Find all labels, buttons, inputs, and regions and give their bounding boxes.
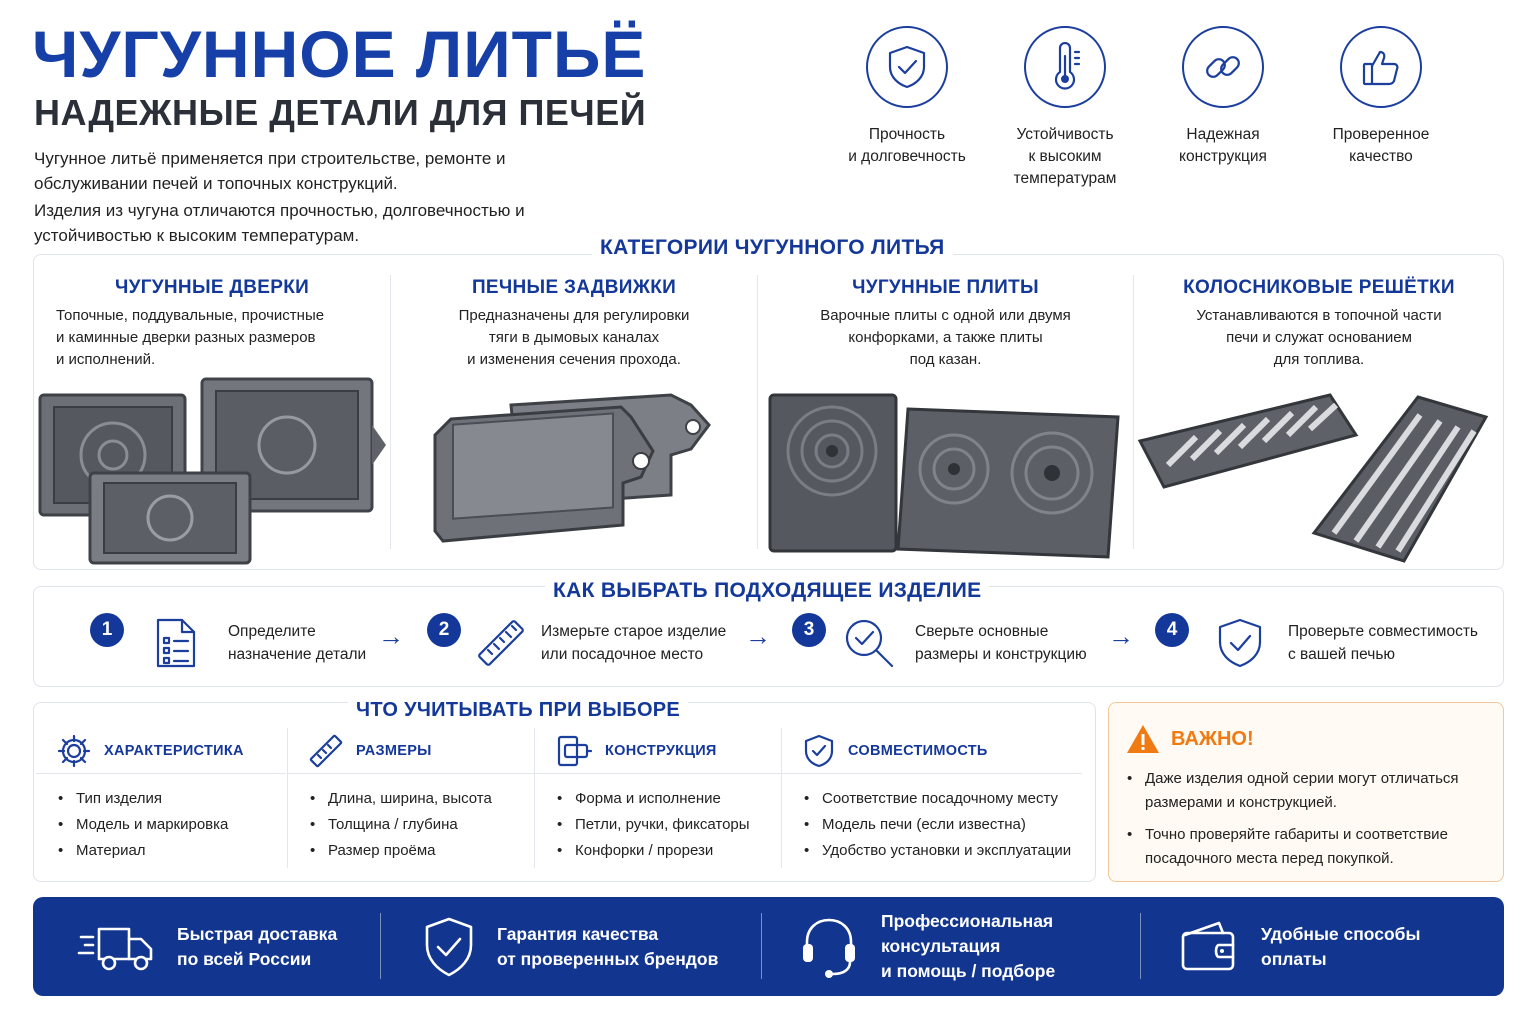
grates-image [1134,365,1504,565]
step-text: Определите назначение детали [228,623,367,663]
feature-reliable [1148,26,1298,168]
construction-icon [555,733,593,769]
stove-dampers-image [391,365,757,565]
steps-title: КАК ВЫБРАТЬ ПОДХОДЯЩЕЕ ИЗДЕЛИЕ [545,579,989,603]
list-item: • Соответствие посадочному месту [804,786,1082,812]
benefit-text: Гарантия качества от проверенных брендов [497,923,719,969]
arrow-right-icon: → [378,621,404,651]
benefit-consultation [797,897,1055,996]
thumbs-up-icon [1340,26,1422,108]
step-text: Проверьте совместимость с вашей печью [1288,623,1478,663]
category-grates[interactable] [1134,255,1504,569]
step-number: 2 [427,613,461,647]
shield-check-icon [421,915,477,979]
list-item: • Форма и исполнение [557,786,781,812]
chain-link-icon [1182,26,1264,108]
shield-check-icon [866,26,948,108]
categories-panel [33,254,1504,570]
shield-check-icon [1214,616,1266,670]
category-description: Топочные, поддувальные, прочистные и каминные дверки разных размеров и исполнений. [56,307,325,368]
truck-icon [77,917,157,977]
wallet-icon [1179,919,1239,975]
document-list-icon [150,616,200,670]
consider-column-dimensions [288,728,534,864]
important-notice [1108,702,1504,882]
category-title: ЧУГУННЫЕ ПЛИТЫ [852,277,1039,298]
column-heading: СОВМЕСТИМОСТЬ [848,742,988,759]
category-doors[interactable] [34,255,390,569]
benefit-text: Профессиональная консультация и помощь / подборе [881,911,1056,981]
arrow-right-icon: → [1108,621,1134,651]
feature-label: Надежная конструкция [1179,126,1267,165]
step-text: Измерьте старое изделие или посадочное место [541,623,727,663]
benefit-text: Быстрая доставка по всей России [177,923,338,969]
list-item: • Толщина / глубина [310,812,534,838]
list-item: • Конфорки / прорези [557,838,781,864]
category-plates[interactable] [758,255,1133,569]
consider-column-characteristics [36,728,286,864]
headset-icon [797,914,861,980]
feature-label: Прочность и долговечность [848,126,966,165]
list-item: • Удобство установки и эксплуатации [804,838,1082,864]
shield-check-icon [802,733,836,769]
category-description: Устанавливаются в топочной части печи и служат основанием для топлива. [1196,307,1442,368]
list-item: • Длина, ширина, высота [310,786,534,812]
benefit-guarantee [421,897,718,996]
feature-quality [1306,26,1456,168]
categories-title: КАТЕГОРИИ ЧУГУННОГО ЛИТЬЯ [592,236,953,260]
column-heading: КОНСТРУКЦИЯ [605,742,717,759]
page-subtitle: НАДЕЖНЫЕ ДЕТАЛИ ДЛЯ ПЕЧЕЙ [34,92,647,133]
benefit-text: Удобные способы оплаты [1261,923,1421,969]
benefits-bar [33,897,1504,996]
category-dampers[interactable] [391,255,757,569]
list-item: • Размер проёма [310,838,534,864]
feature-label: Проверенное качество [1332,126,1430,165]
category-title: КОЛОСНИКОВЫЕ РЕШЁТКИ [1183,277,1455,298]
intro-paragraph-2: Изделия из чугуна отличаются прочностью, долговечностью и устойчивостью к высоким температурам. [34,201,525,245]
category-title: ЧУГУННЫЕ ДВЕРКИ [114,277,310,298]
benefit-payment [1179,897,1420,996]
consider-title: ЧТО УЧИТЫВАТЬ ПРИ ВЫБОРЕ [348,699,688,722]
list-item: • Модель печи (если известна) [804,812,1082,838]
category-description: Предназначены для регулировки тяги в дымовых каналах и изменения сечения прохода. [458,307,690,368]
ruler-icon [308,733,344,769]
feature-heat-resistance [990,26,1140,190]
page-title: ЧУГУННОЕ ЛИТЬЁ [32,17,647,91]
list-item: • Тип изделия [58,786,286,812]
cast-iron-doors-image [34,365,390,565]
gear-icon [56,733,92,769]
category-title: ПЕЧНЫЕ ЗАДВИЖКИ [471,277,677,298]
ruler-icon [474,616,528,670]
step-number: 1 [90,613,124,647]
arrow-right-icon: → [745,621,771,651]
magnifier-check-icon [842,616,898,672]
consider-column-compatibility [782,728,1082,864]
warning-icon [1125,723,1161,755]
benefit-delivery [77,897,337,996]
important-item: • Даже изделия одной серии могут отличаться размерами и конструкцией. [1127,767,1497,815]
thermometer-icon [1024,26,1106,108]
intro-paragraph-1: Чугунное литьё применяется при строительстве, ремонте и обслуживании печей и топочных конструкций. [34,149,506,193]
step-number: 4 [1155,613,1189,647]
cast-iron-plates-image [758,365,1133,565]
consider-column-construction [535,728,781,864]
category-description: Варочные плиты с одной или двумя конфорками, а также плиты под казан. [820,307,1071,368]
list-item: • Материал [58,838,286,864]
list-item: • Модель и маркировка [58,812,286,838]
column-heading: ХАРАКТЕРИСТИКА [104,742,244,759]
important-item: • Точно проверяйте габариты и соответствие посадочного места перед покупкой. [1127,823,1497,871]
list-item: • Петли, ручки, фиксаторы [557,812,781,838]
important-title: ВАЖНО! [1171,727,1254,750]
column-heading: РАЗМЕРЫ [356,742,432,759]
step-text: Сверьте основные размеры и конструкцию [915,623,1087,663]
feature-strength [832,26,982,168]
feature-label: Устойчивость к высоким температурам [1013,126,1117,187]
step-number: 3 [792,613,826,647]
